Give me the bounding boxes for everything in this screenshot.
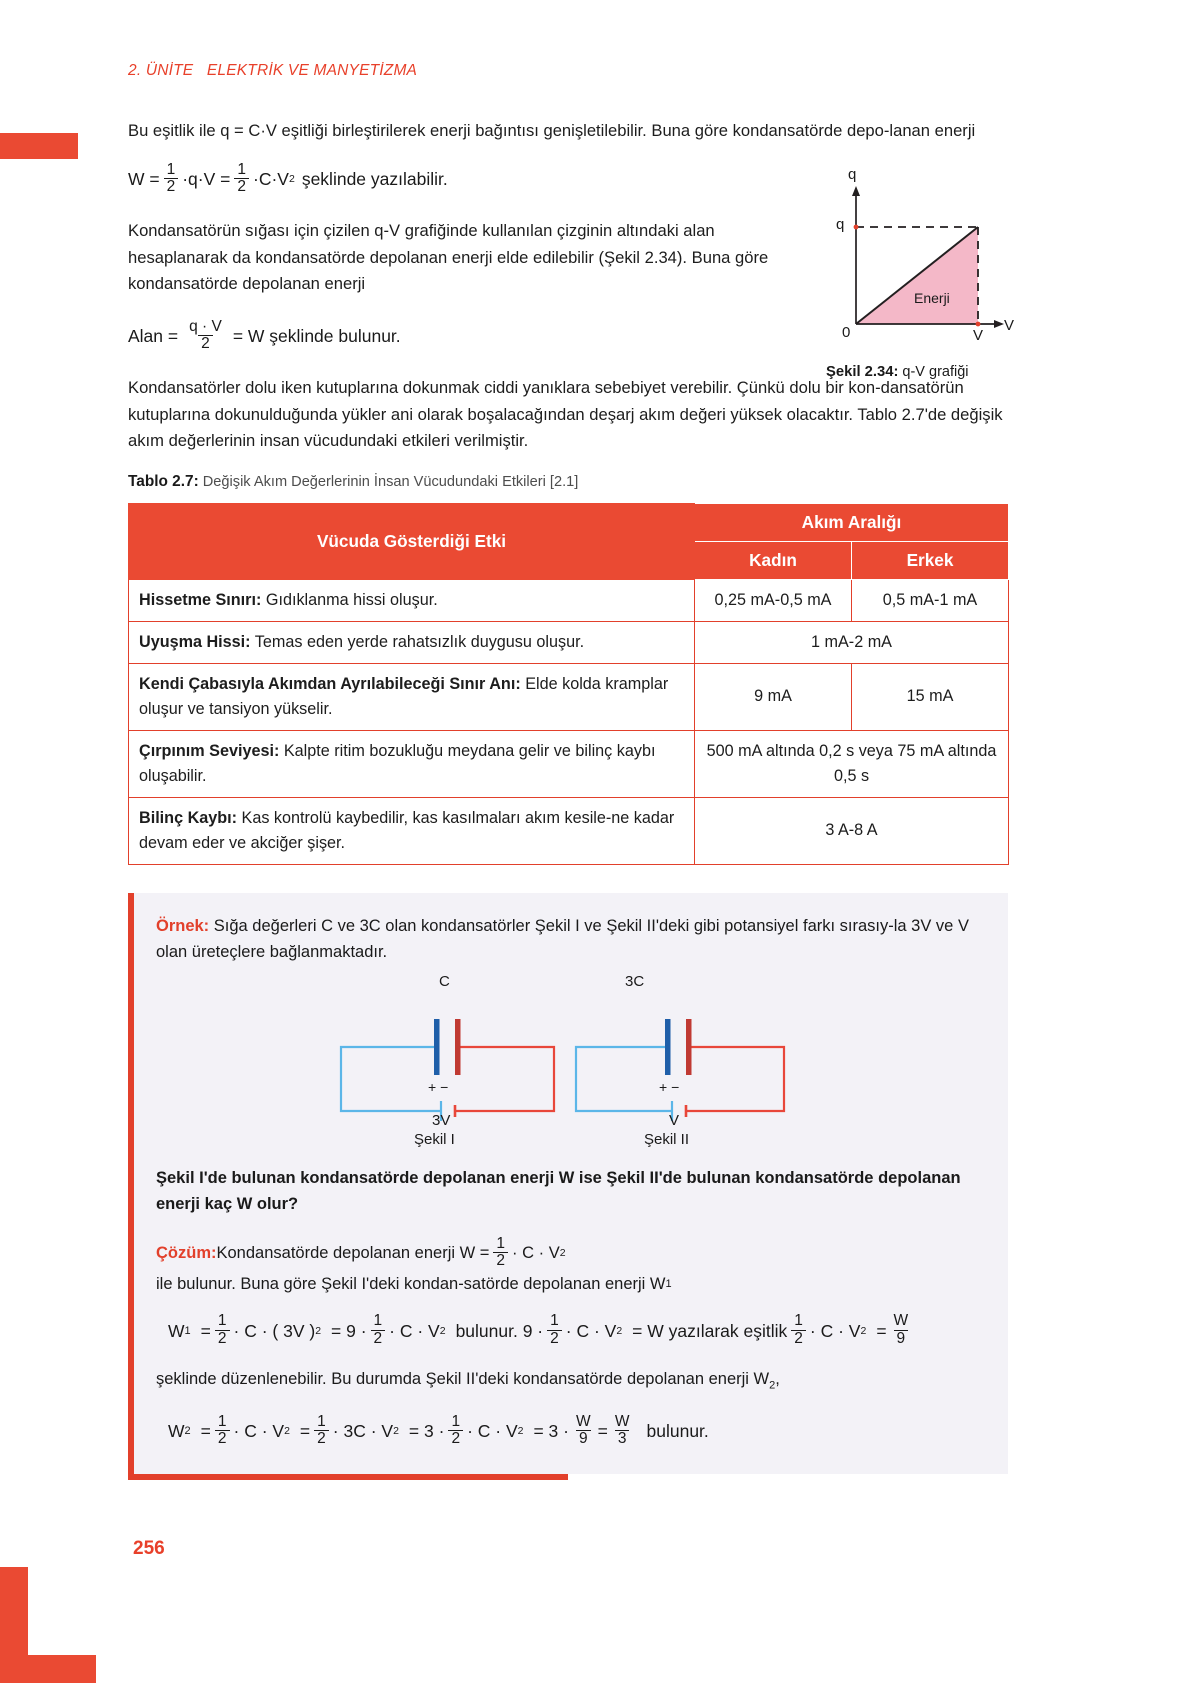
cell-merged-value: 3 A-8 A: [695, 797, 1009, 864]
circuit1-capacitor-plate-left: [434, 1019, 440, 1075]
formula-energy-frac-2: [234, 162, 249, 196]
circuit1-source-label: 3V: [432, 1111, 451, 1129]
eq2-frac-1: [215, 1414, 230, 1448]
frac-den: 2: [198, 335, 213, 352]
frac-num: 1: [794, 1312, 803, 1330]
left-edge-tab-marker: [0, 133, 78, 159]
eq1-term-d: = 9 ·: [331, 1321, 367, 1342]
eq1-frac-4: [791, 1313, 806, 1347]
frac-num: 1: [373, 1312, 383, 1330]
table-header-row-1: [129, 503, 1009, 541]
frac-den: 2: [234, 178, 249, 195]
cell-effect: [129, 621, 695, 663]
cell-effect-text: Temas eden yerde rahatsızlık duygusu oluşur.: [250, 632, 585, 651]
frac-den: 2: [314, 1430, 329, 1447]
example-statement: [156, 913, 982, 965]
tick-label-v: V: [973, 327, 984, 344]
table-row: [129, 579, 1009, 621]
formula-energy-mid: ·q·V =: [182, 169, 231, 190]
formula-energy: [128, 160, 448, 197]
table-caption-bold: Tablo 2.7:: [128, 472, 199, 490]
frac-den: 2: [371, 1330, 386, 1347]
solution-equation-1: [168, 1314, 982, 1348]
solution-mid-text: [156, 1366, 982, 1398]
eq2-w: W: [168, 1421, 185, 1442]
circuits-svg: [156, 979, 986, 1129]
frac-num: W: [575, 1412, 591, 1430]
page-corner-decoration: [0, 1567, 96, 1683]
table-row: [129, 730, 1009, 797]
solution-intro: [156, 1234, 982, 1299]
frac-den: 2: [215, 1430, 230, 1447]
cell-effect: [129, 579, 695, 621]
formula-area-tail: = W şeklinde bulunur.: [232, 326, 401, 347]
cell-effect-title: Uyuşma Hissi:: [139, 632, 251, 651]
cell-effect: [129, 663, 695, 730]
cell-female-value: 9 mA: [695, 663, 852, 730]
circuit2-capacitor-label: 3C: [625, 972, 645, 990]
eq1-term-f: bulunur. 9 ·: [455, 1321, 544, 1342]
circuit2-wire-red: [687, 1047, 784, 1111]
paragraph-safety: Kondansatörler dolu iken kutuplarına dokunmak ciddi yanıklara sebebiyet verebilir. Çünkü dolu bir kon-dansatörün kutuplarına dokunulduğunda yükler ani olarak boşalacağından deşarj akım değeri yüksek olacaktır. Tablo 2.7'de değişik akım değerlerinin insan vücudundaki etkileri verilmiştir.: [128, 378, 1003, 451]
solution-intro-subscript: 1: [665, 1278, 672, 1291]
cell-effect-text: Gıdıklanma hissi oluşur.: [261, 590, 438, 609]
cell-merged-value: 1 mA-2 mA: [695, 621, 1009, 663]
eq2-frac-4: [573, 1414, 594, 1448]
frac-den: 2: [215, 1330, 230, 1347]
header-male: Erkek: [852, 541, 1009, 579]
cell-effect: [129, 797, 695, 864]
formula-energy-tail: şeklinde yazılabilir.: [301, 169, 448, 190]
circuit1-wire-red: [456, 1047, 554, 1111]
frac-num: q · V: [189, 317, 222, 335]
origin-label: 0: [842, 324, 851, 341]
example-statement-text: Sığa değerleri C ve 3C olan kondansatörler Şekil I ve Şekil II'deki gibi potansiyel farkı sırasıy-la 3V ve V olan üreteçlere bağlanmaktadır.: [156, 916, 969, 961]
formula-energy-frac-1: [164, 162, 179, 196]
eq1-term-h: = W yazılarak eşitlik: [632, 1321, 788, 1342]
frac-den: 2: [164, 178, 179, 195]
frac-den: 2: [791, 1330, 806, 1347]
cell-male-value: 0,5 mA-1 mA: [852, 579, 1009, 621]
formula-energy-rhs: ·C·V: [253, 169, 289, 190]
cell-effect-title: Hissetme Sınırı:: [139, 590, 262, 609]
frac-den: 2: [493, 1252, 508, 1269]
example-box: [128, 893, 1008, 1475]
cell-effect-text: Kas kontrolü kaybedilir, kas kasılmaları akım kesile-ne kadar devam eder ve akciğer şişer.: [139, 808, 675, 852]
example-question: Şekil I'de bulunan kondansatörde depolanan enerji W ise Şekil II'de bulunan kondansatörde depolanan enerji kaç W olur?: [156, 1168, 961, 1213]
solution-intro-frac: [493, 1236, 508, 1270]
cell-effect: [129, 730, 695, 797]
circuit-sekil-2: [576, 1019, 784, 1121]
eq2-term-j: bulunur.: [646, 1421, 709, 1442]
eq2-term-i: =: [597, 1421, 608, 1442]
example-label: Örnek:: [156, 916, 210, 935]
solution-intro-exponent: 2: [559, 1247, 566, 1260]
solution-mid-subscript: 2: [769, 1379, 776, 1392]
frac-num: 1: [217, 1312, 227, 1330]
eq1-exp-e: 2: [439, 1325, 446, 1338]
figure-qv-caption-rest: q-V grafiği: [898, 364, 969, 380]
eq2-term-d: =: [299, 1421, 311, 1442]
circuit1-wire-blue: [341, 1047, 441, 1111]
eq2-frac-5: [612, 1414, 633, 1448]
table-row: [129, 663, 1009, 730]
main-content: [128, 118, 1008, 1474]
circuit1-capacitor-plate-right: [455, 1019, 461, 1075]
frac-num: W: [614, 1412, 630, 1430]
eq1-exp-g: 2: [616, 1325, 623, 1338]
eq1-exp-i: 2: [860, 1325, 867, 1338]
frac-den: 2: [547, 1330, 562, 1347]
eq1-eq: =: [200, 1321, 211, 1342]
solution-mid-text-2: ,: [775, 1370, 780, 1389]
eq2-term-e: · 3C · V: [332, 1421, 394, 1442]
header-current-range: Akım Aralığı: [695, 503, 1009, 541]
frac-den: 2: [448, 1430, 463, 1447]
eq1-w: W: [168, 1321, 185, 1342]
axis-label-v: V: [1004, 317, 1015, 334]
frac-num: 1: [237, 160, 247, 178]
circuit2-capacitor-plate-left: [665, 1019, 671, 1075]
current-effects-table: [128, 503, 1009, 865]
eq2-term-c: · C · V: [233, 1421, 285, 1442]
eq2-term-h: = 3 ·: [533, 1421, 569, 1442]
solution-label: Çözüm:: [156, 1244, 217, 1263]
formula-area: [128, 317, 401, 354]
eq1-term-j: =: [876, 1321, 887, 1342]
eq1-frac-5: [891, 1313, 912, 1347]
circuit2-source-label: V: [669, 1111, 680, 1129]
page-header-unit: 2. ÜNİTE ELEKTRİK VE MANYETİZMA: [128, 62, 418, 79]
table-caption: [128, 473, 1008, 491]
eq1-term-g: · C · V: [565, 1321, 617, 1342]
cell-effect-text: Kalpte ritim bozukluğu meydana gelir ve bilinç kaybı oluşabilir.: [139, 741, 656, 785]
frac-num: 1: [317, 1412, 326, 1430]
tick-label-q: q: [836, 216, 845, 233]
table-row: [129, 797, 1009, 864]
eq2-exp-e: 2: [393, 1425, 399, 1438]
frac-num: W: [893, 1312, 909, 1330]
frac-den: 9: [576, 1430, 591, 1447]
table-caption-rest: Değişik Akım Değerlerinin İnsan Vücudundaki Etkileri [2.1]: [198, 473, 579, 490]
solution-intro-text-3: ile bulunur. Buna göre Şekil I'deki kondan-satörde depolanan enerji W: [156, 1275, 666, 1294]
cell-effect-text: Elde kolda kramplar oluşur ve tansiyon yükselir.: [139, 674, 669, 718]
figure-qv-caption-bold: Şekil 2.34:: [826, 364, 899, 380]
formula-energy-lhs: W =: [128, 169, 160, 190]
eq1-w-sub: 1: [184, 1325, 191, 1338]
eq1-term-c: · C · ( 3V ): [233, 1321, 316, 1342]
paragraph-intro: Bu eşitlik ile q = C·V eşitliği birleştirilerek enerji bağıntısı genişletilebilir. Buna göre kondansatörde depo-lanan enerji: [128, 121, 976, 140]
axis-label-q: q: [848, 166, 857, 183]
cell-effect-title: Çırpınım Seviyesi:: [139, 741, 280, 760]
table-head: [129, 503, 1009, 579]
circuit1-capacitor-label: C: [439, 972, 450, 990]
frac-num: 1: [550, 1312, 559, 1330]
cell-male-value: 15 mA: [852, 663, 1009, 730]
circuit-sekil-1: [341, 1019, 554, 1121]
eq2-exp-c: 2: [284, 1425, 290, 1438]
eq2-eq: =: [200, 1421, 211, 1442]
eq2-w-sub: 2: [184, 1425, 191, 1438]
circuit1-figure-label: Şekil I: [414, 1130, 455, 1148]
formula-area-lhs: Alan =: [128, 326, 179, 347]
eq1-term-i: · C · V: [809, 1321, 861, 1342]
circuit2-wire-blue: [576, 1047, 672, 1111]
solution-equation-2: [168, 1414, 982, 1448]
circuit-figure-labels: [156, 1131, 982, 1153]
table-body: [129, 579, 1009, 864]
energy-area-label: Enerji: [914, 290, 950, 306]
eq1-term-e: · C · V: [389, 1321, 440, 1342]
circuit2-capacitor-plate-right: [686, 1019, 692, 1075]
solution-intro-text-2: · C · V: [512, 1244, 560, 1263]
frac-num: 1: [166, 160, 176, 178]
frac-den: 9: [894, 1330, 909, 1347]
circuit1-polarity-label: + −: [428, 1078, 449, 1095]
header-female: Kadın: [695, 541, 852, 579]
formula-energy-exponent: 2: [288, 173, 295, 186]
eq2-frac-3: [448, 1414, 463, 1448]
eq2-term-g: · C · V: [467, 1421, 518, 1442]
solution-intro-text-1: Kondansatörde depolanan enerji W =: [216, 1244, 490, 1263]
paragraph-graph-area: Kondansatörün sığası için çizilen q-V grafiğinde kullanılan çizginin altındaki alan hesaplanarak da kondansatörde depolanan enerji elde edilebilir (Şekil 2.34). Buna göre kondansatörde depolanan enerji: [128, 221, 769, 294]
page-number: 256: [133, 1538, 165, 1559]
frac-den: 3: [615, 1430, 630, 1447]
table-row: [129, 621, 1009, 663]
formula-area-frac: [186, 319, 225, 353]
circuit2-figure-label: Şekil II: [644, 1130, 690, 1148]
frac-num: 1: [451, 1412, 461, 1430]
eq1-frac-3: [547, 1313, 562, 1347]
cell-effect-title: Bilinç Kaybı:: [139, 808, 238, 827]
eq1-frac-2: [371, 1313, 386, 1347]
circuit2-polarity-label: + −: [659, 1078, 680, 1095]
cell-merged-value: 500 mA altında 0,2 s veya 75 mA altında 0,5 s: [695, 730, 1009, 797]
frac-num: 1: [496, 1234, 506, 1252]
eq1-exp-c: 2: [315, 1325, 322, 1338]
eq2-exp-g: 2: [517, 1425, 524, 1438]
circuit-diagrams: [156, 972, 982, 1129]
corner-horizontal-bar: [0, 1655, 96, 1683]
eq2-frac-2: [314, 1414, 329, 1448]
cell-effect-title: Kendi Çabasıyla Akımdan Ayrılabileceği Sınır Anı:: [139, 674, 521, 693]
eq2-term-f: = 3 ·: [408, 1421, 445, 1442]
solution-mid-text-1: şeklinde düzenlenebilir. Bu durumda Şekil II'deki kondansatörde depolanan enerji W: [156, 1370, 770, 1389]
header-effect: Vücuda Gösterdiği Etki: [129, 503, 695, 579]
cell-female-value: 0,25 mA-0,5 mA: [695, 579, 852, 621]
eq1-frac-1: [215, 1313, 230, 1347]
frac-num: 1: [217, 1412, 227, 1430]
